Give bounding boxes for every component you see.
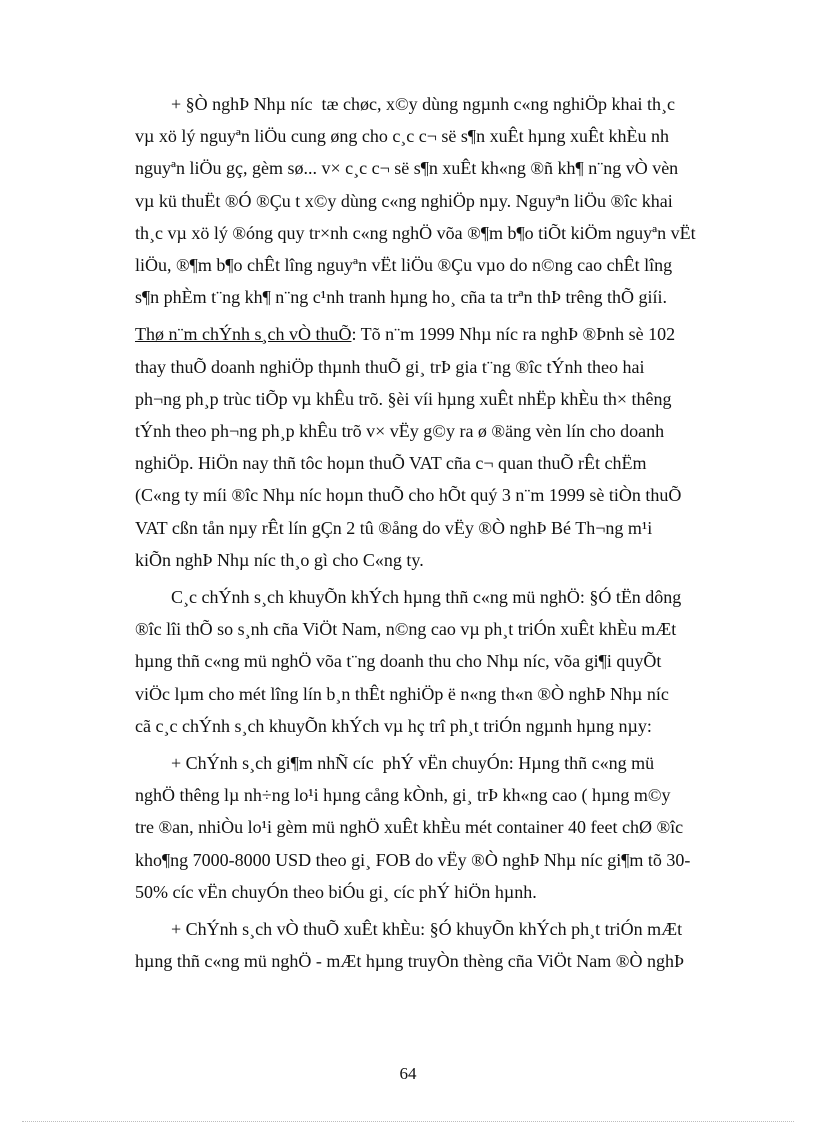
text-line: nguyªn liÖu gç, gèm sø... v× c¸c c¬ së s¶n xuÊt kh«ng ®ñ kh¶ n¨ng vÒ vèn [135, 158, 679, 179]
text-line: + ChÝnh s¸ch vÒ thuÕ xuÊt khÈu: §Ó khuyÕn khÝch ph¸t triÓn mÆt [135, 919, 683, 940]
body-text [135, 88, 741, 977]
paragraph-raw-materials [135, 88, 741, 313]
text-line: + ChÝnh s¸ch gi¶m nhÑ cíc phÝ vËn chuyÓn: Hµng thñ c«ng mü [135, 753, 655, 774]
text-line: liÖu, ®¶m b¶o chÊt lîng nguyªn vËt liÖu ®Çu vµo do n©ng cao chÊt lîng [135, 255, 673, 276]
text-line: nghÖ thêng lµ nh÷ng lo¹i hµng cång kÒnh, gi¸ trÞ kh«ng cao ( hµng m©y [135, 785, 671, 806]
text-line: hµng thñ c«ng mü nghÖ - mÆt hµng truyÒn thèng cña ViÖt Nam ®Ò nghÞ [135, 951, 684, 972]
text-line: ®îc lîi thÕ so s¸nh cña ViÖt Nam, n©ng cao vµ ph¸t triÓn xuÊt khÈu mÆt [135, 619, 677, 640]
text-line: th¸c vµ xö lý ®óng quy tr×nh c«ng nghÖ võa ®¶m b¶o tiÕt kiÖm nguyªn vËt [135, 222, 696, 243]
text-line: vµ kü thuËt ®Ó ®Çu t x©y dùng c«ng nghiÖp nµy. Nguyªn liÖu ®îc khai [135, 190, 673, 211]
paragraph-tax-policy [135, 318, 741, 576]
text-line: viÖc lµm cho mét lîng lín b¸n thÊt nghiÖp ë n«ng th«n ®Ò nghÞ Nhµ níc [135, 683, 669, 704]
text-line: ph¬ng ph¸p trùc tiÕp vµ khÊu trõ. §èi víi hµng xuÊt nhËp khÈu th× thêng [135, 388, 672, 409]
text-line: 50% cíc vËn chuyÓn theo biÓu gi¸ cíc phÝ hiÖn hµnh. [135, 881, 537, 902]
text-line: + §Ò nghÞ Nhµ níc tæ chøc, x©y dùng ngµnh c«ng nghiÖp khai th¸c [135, 94, 676, 114]
paragraph-export-tax-policy [135, 913, 741, 977]
text-line: VAT cßn tån nµy rÊt lín gÇn 2 tû ®ång do vËy ®Ò nghÞ Bé Th¬ng m¹i [135, 517, 653, 538]
text-line: (C«ng ty míi ®îc Nhµ níc hoµn thuÕ cho hÕt quý 3 n¨m 1999 sè tiÒn thuÕ [135, 485, 682, 506]
text-line: kho¶ng 7000-8000 USD theo gi¸ FOB do vËy ®Ò nghÞ Nhµ níc gi¶m tõ 30- [135, 849, 691, 870]
section-heading: Thø n¨m chÝnh s¸ch vÒ thuÕ [135, 324, 352, 345]
page-number: 64 [399, 1064, 417, 1083]
text-line: cã c¸c chÝnh s¸ch khuyÕn khÝch vµ hç trî ph¸t triÓn ngµnh hµng nµy: [135, 715, 652, 736]
text-line: s¶n phÈm t¨ng kh¶ n¨ng c¹nh tranh hµng ho¸ cña ta trªn thÞ trêng thÕ giíi. [135, 287, 667, 308]
text-line: thay thuÕ doanh nghiÖp thµnh thuÕ gi¸ trÞ gia t¨ng ®îc tÝnh theo hai [135, 356, 645, 377]
paragraph-handicraft-policies [135, 581, 741, 742]
text-line: vµ xö lý nguyªn liÖu cung øng cho c¸c c¬ së s¶n xuÊt hµng xuÊt khÈu nh [135, 126, 669, 147]
text-line: C¸c chÝnh s¸ch khuyÕn khÝch hµng thñ c«ng mü nghÖ: §Ó tËn dông [135, 587, 682, 608]
text-line: hµng thñ c«ng mü nghÖ võa t¨ng doanh thu cho Nhµ níc, võa gi¶i quyÕt [135, 651, 662, 672]
text-line: tre ®an, nhiÒu lo¹i gèm mü nghÖ xuÊt khÈu mét container 40 feet chØ ®îc [135, 817, 684, 838]
text-line: Thø n¨m chÝnh s¸ch vÒ thuÕ: Tõ n¨m 1999 Nhµ níc ra nghÞ ®Þnh sè 102 [135, 324, 676, 345]
page-bottom-divider [22, 1121, 794, 1122]
text-line: kiÕn nghÞ Nhµ níc th¸o gì cho C«ng ty. [135, 549, 424, 570]
text-line: nghiÖp. HiÖn nay thñ tôc hoµn thuÕ VAT cña c¬ quan thuÕ rÊt chËm [135, 453, 647, 474]
paragraph-freight-policy [135, 747, 741, 908]
text-line: tÝnh theo ph¬ng ph¸p khÊu trõ v× vËy g©y ra ø ®äng vèn lín cho doanh [135, 421, 665, 442]
